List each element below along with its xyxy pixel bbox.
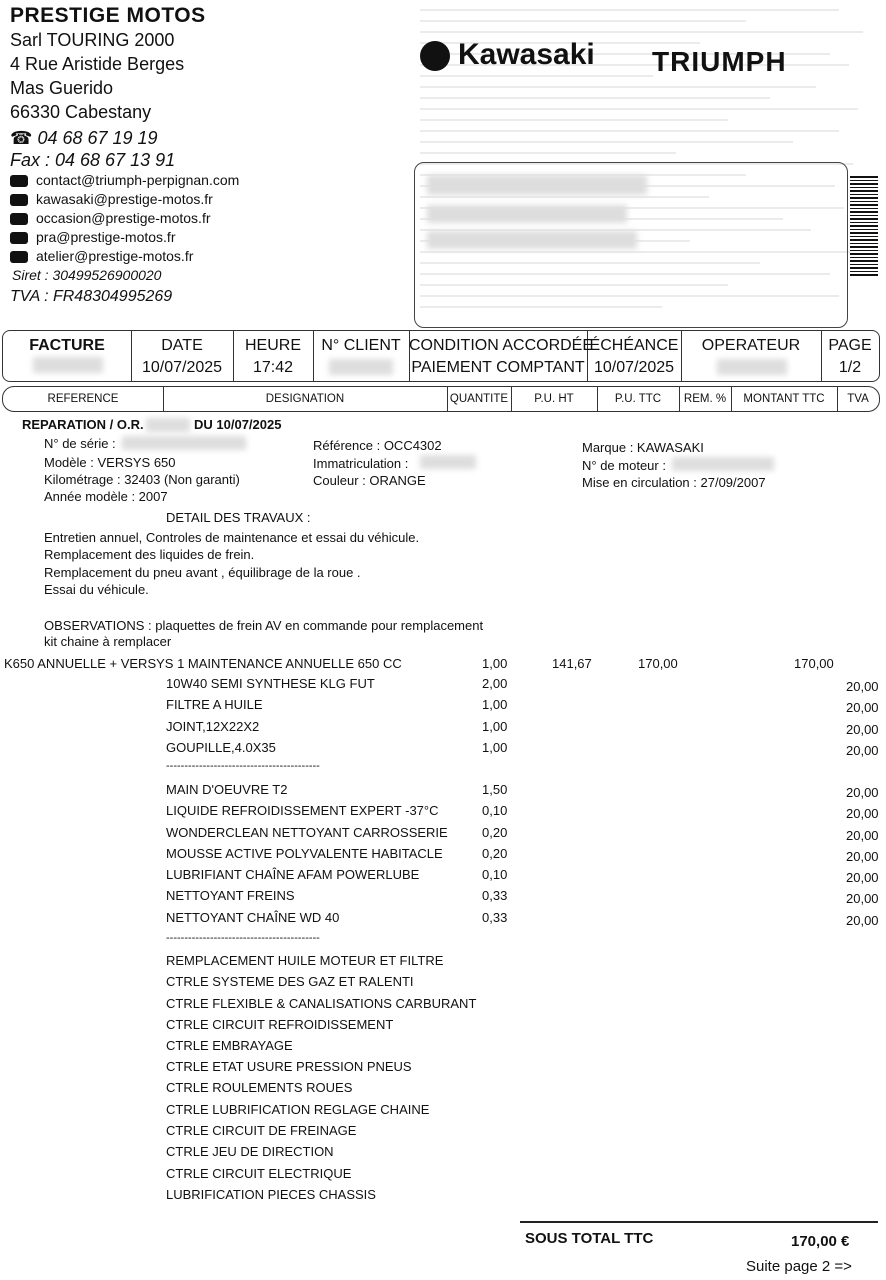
part-tva: 20,00 (846, 700, 879, 715)
check-item: CTRLE CIRCUIT DE FREINAGE (166, 1123, 357, 1138)
email-icon (10, 251, 28, 263)
main-line-designation: K650 ANNUELLE + VERSYS 1 MAINTENANCE ANNUELLE 650 CC (4, 656, 402, 671)
email-icon (10, 194, 28, 206)
email-address[interactable]: atelier@prestige-motos.fr (36, 248, 194, 264)
labour-label: NETTOYANT CHAÎNE WD 40 (166, 910, 340, 925)
check-item: CTRLE JEU DE DIRECTION (166, 1144, 334, 1159)
sous-total-value: 170,00 € (791, 1233, 850, 1250)
labour-tva: 20,00 (846, 913, 879, 928)
travaux-line: Entretien annuel, Controles de maintenance et essai du véhicule. (44, 530, 420, 545)
labour-tva: 20,00 (846, 870, 879, 885)
labour-qty: 0,10 (482, 803, 508, 818)
observations-line: kit chaine à remplacer (44, 634, 172, 649)
part-label: 10W40 SEMI SYNTHESE KLG FUT (166, 676, 375, 691)
marque: Marque : KAWASAKI (582, 440, 704, 455)
col-tva: TVA (847, 393, 869, 405)
travaux-line: Remplacement des liquides de frein. (44, 547, 255, 562)
condition-cell: CONDITION ACCORDÉE PAIEMENT COMPTANT (409, 331, 588, 381)
labour-label: WONDERCLEAN NETTOYANT CARROSSERIE (166, 825, 448, 840)
email-address[interactable]: kawasaki@prestige-motos.fr (36, 191, 213, 207)
modele: Modèle : VERSYS 650 (44, 455, 176, 470)
couleur: Couleur : ORANGE (313, 473, 426, 488)
part-label: JOINT,12X22X2 (166, 719, 260, 734)
email-address[interactable]: contact@triumph-perpignan.com (36, 172, 240, 188)
barcode (850, 176, 878, 276)
facture-cell: FACTURE (3, 331, 132, 381)
email-address[interactable]: pra@prestige-motos.fr (36, 229, 176, 245)
col-reference: REFERENCE (3, 387, 164, 411)
kilometrage: Kilométrage : 32403 (Non garanti) (44, 472, 240, 487)
main-line-montant: 170,00 (794, 656, 834, 671)
part-qty: 2,00 (482, 676, 508, 691)
date-cell: DATE 10/07/2025 (131, 331, 234, 381)
check-item: LUBRIFICATION PIECES CHASSIS (166, 1187, 376, 1202)
labour-tva: 20,00 (846, 828, 879, 843)
labour-label: LIQUIDE REFROIDISSEMENT EXPERT -37°C (166, 803, 439, 818)
part-label: FILTRE A HUILE (166, 697, 263, 712)
travaux-line: Essai du véhicule. (44, 582, 149, 597)
repair-title: REPARATION / O.R. (22, 417, 144, 432)
email-icon (10, 175, 28, 187)
siret: Siret : 30499526900020 (12, 267, 162, 283)
email-line[interactable] (10, 191, 213, 207)
separator: ------------------------------------------ (166, 760, 320, 772)
page-cell: PAGE 1/2 (828, 337, 872, 376)
address-line: Sarl TOURING 2000 (10, 30, 175, 50)
immatriculation-label: Immatriculation : (313, 456, 409, 471)
column-header (2, 386, 880, 412)
serie-label: N° de série : (44, 436, 116, 451)
labour-qty: 1,50 (482, 782, 508, 797)
check-item: CTRLE LUBRIFICATION REGLAGE CHAINE (166, 1102, 430, 1117)
labour-label: LUBRIFIANT CHAÎNE AFAM POWERLUBE (166, 867, 420, 882)
check-item: REMPLACEMENT HUILE MOTEUR ET FILTRE (166, 953, 444, 968)
check-item: CTRLE FLEXIBLE & CANALISATIONS CARBURANT (166, 996, 477, 1011)
labour-qty: 0,20 (482, 846, 508, 861)
repair-date: DU 10/07/2025 (194, 417, 282, 432)
labour-qty: 0,10 (482, 867, 508, 882)
labour-label: NETTOYANT FREINS (166, 888, 295, 903)
part-qty: 1,00 (482, 719, 508, 734)
separator: ------------------------------------------ (166, 932, 320, 944)
col-designation: DESIGNATION (163, 387, 448, 411)
kawasaki-emblem-icon (420, 41, 450, 71)
total-divider (520, 1221, 878, 1223)
address-line: 66330 Cabestany (10, 102, 152, 122)
col-montant: MONTANT TTC (731, 387, 838, 411)
labour-tva: 20,00 (846, 785, 879, 800)
part-tva: 20,00 (846, 722, 879, 737)
part-qty: 1,00 (482, 740, 508, 755)
part-tva: 20,00 (846, 743, 879, 758)
phone-line (10, 128, 158, 149)
invoice-header (2, 330, 880, 382)
annee-modele: Année modèle : 2007 (44, 489, 168, 504)
email-line[interactable] (10, 172, 239, 188)
suite-page-link: Suite page 2 => (746, 1258, 852, 1275)
check-item: CTRLE SYSTEME DES GAZ ET RALENTI (166, 974, 414, 989)
check-item: CTRLE ETAT USURE PRESSION PNEUS (166, 1059, 412, 1074)
operateur-cell: OPERATEUR (681, 331, 822, 381)
triumph-logo: TRIUMPH (652, 46, 787, 77)
reference: Référence : OCC4302 (313, 438, 442, 453)
address-line: Mas Guerido (10, 78, 114, 98)
labour-tva: 20,00 (846, 849, 879, 864)
client-address-box (414, 162, 848, 328)
labour-qty: 0,20 (482, 825, 508, 840)
email-icon (10, 213, 28, 225)
part-tva: 20,00 (846, 679, 879, 694)
tva-number: TVA : FR48304995269 (10, 288, 173, 305)
col-pu-ttc: P.U. TTC (597, 387, 680, 411)
email-address[interactable]: occasion@prestige-motos.fr (36, 210, 211, 226)
check-item: CTRLE ROULEMENTS ROUES (166, 1080, 353, 1095)
col-remise: REM. % (679, 387, 732, 411)
col-pu-ht: P.U. HT (511, 387, 598, 411)
email-line[interactable] (10, 210, 211, 226)
email-line[interactable] (10, 229, 175, 245)
observations-line: OBSERVATIONS : plaquettes de frein AV en commande pour remplacement (44, 618, 484, 633)
phone-icon: ☎ (10, 128, 33, 148)
echeance-cell: ÉCHÉANCE 10/07/2025 (587, 331, 682, 381)
labour-qty: 0,33 (482, 910, 508, 925)
main-line-qty: 1,00 (482, 656, 508, 671)
labour-tva: 20,00 (846, 891, 879, 906)
labour-label: MOUSSE ACTIVE POLYVALENTE HABITACLE (166, 846, 443, 861)
col-quantite: QUANTITE (447, 387, 512, 411)
client-cell: N° CLIENT (313, 331, 410, 381)
main-line-pu-ttc: 170,00 (638, 656, 678, 671)
check-item: CTRLE EMBRAYAGE (166, 1038, 293, 1053)
email-icon (10, 232, 28, 244)
fax-number: Fax : 04 68 67 13 91 (10, 150, 176, 170)
sous-total-label: SOUS TOTAL TTC (525, 1230, 654, 1247)
travaux-title: DETAIL DES TRAVAUX : (166, 510, 311, 525)
labour-qty: 0,33 (482, 888, 508, 903)
check-item: CTRLE CIRCUIT ELECTRIQUE (166, 1166, 352, 1181)
address-line: 4 Rue Aristide Berges (10, 54, 185, 74)
phone-number: 04 68 67 19 19 (37, 128, 158, 148)
moteur-label: N° de moteur : (582, 458, 666, 473)
labour-label: MAIN D'OEUVRE T2 (166, 782, 288, 797)
email-line[interactable] (10, 248, 193, 264)
part-qty: 1,00 (482, 697, 508, 712)
main-line-pu-ht: 141,67 (552, 656, 592, 671)
kawasaki-logo: Kawasaki (420, 38, 595, 72)
labour-tva: 20,00 (846, 806, 879, 821)
heure-cell: HEURE 17:42 (233, 331, 314, 381)
part-label: GOUPILLE,4.0X35 (166, 740, 276, 755)
travaux-line: Remplacement du pneu avant , équilibrage de la roue . (44, 565, 361, 580)
check-item: CTRLE CIRCUIT REFROIDISSEMENT (166, 1017, 394, 1032)
mise-en-circulation: Mise en circulation : 27/09/2007 (582, 475, 766, 490)
company-name: PRESTIGE MOTOS (10, 4, 206, 27)
